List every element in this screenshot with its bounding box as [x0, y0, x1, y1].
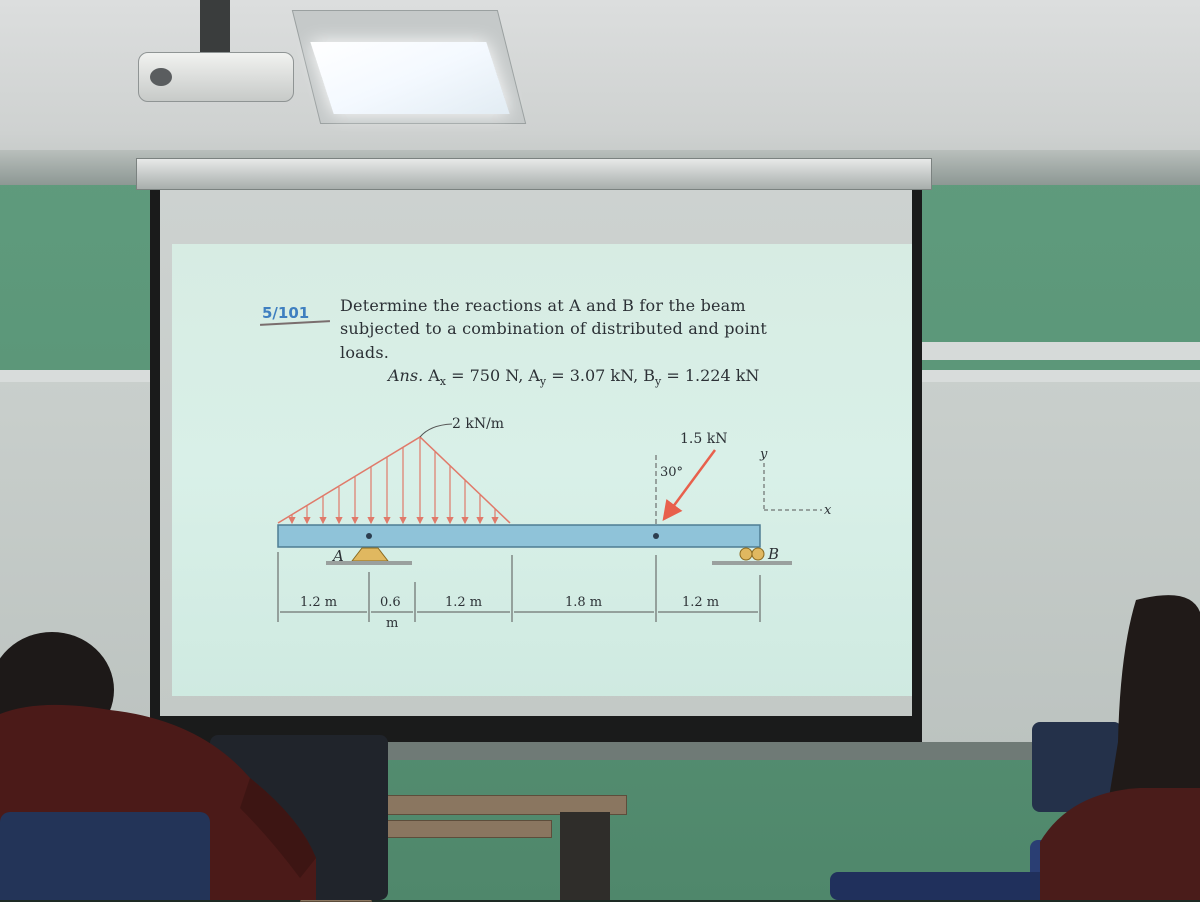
point-load-arrow — [664, 450, 715, 519]
problem-number: 5/101 — [262, 304, 310, 322]
point-load-label: 1.5 kN — [680, 431, 728, 447]
beam — [278, 525, 760, 547]
angle-label: 30° — [660, 465, 684, 480]
dimension-label: 1.2 m — [300, 595, 338, 610]
support-a-label: A — [333, 547, 344, 565]
answer-line: Ans. $A_x = 750$ N, $A_y = 3.07$ kN, $B_y = 1.224$ kN — [388, 366, 760, 389]
dimension-label: 1.8 m — [565, 595, 603, 610]
problem-statement-line: subjected to a combination of distributed and point — [340, 319, 767, 338]
audience-member-right — [1040, 592, 1200, 900]
dimension-label: 0.6 — [380, 595, 401, 610]
dimension-label: m — [386, 616, 399, 631]
problem-statement-line: loads. — [340, 343, 390, 362]
dimension-label: 1.2 m — [445, 595, 483, 610]
chair — [0, 812, 210, 900]
desk-leg — [560, 812, 610, 900]
support-b-label: B — [768, 545, 780, 563]
problem-statement-line: Determine the reactions at A and B for the beam — [340, 296, 746, 315]
support-b-roller — [752, 548, 764, 560]
beam-pin-load — [653, 533, 659, 539]
y-axis-label: y — [760, 447, 768, 462]
desk — [380, 820, 552, 838]
distributed-load-label: 2 kN/m — [452, 416, 505, 432]
distributed-load-envelope — [278, 437, 510, 523]
ground-b — [712, 561, 792, 565]
support-a — [352, 548, 388, 561]
beam-pin-a — [366, 533, 372, 539]
x-axis-label: x — [824, 503, 832, 518]
support-b-roller — [740, 548, 752, 560]
distributed-load-arrows — [292, 437, 495, 523]
load-label-leader — [420, 424, 452, 437]
dimension-label: 1.2 m — [682, 595, 720, 610]
